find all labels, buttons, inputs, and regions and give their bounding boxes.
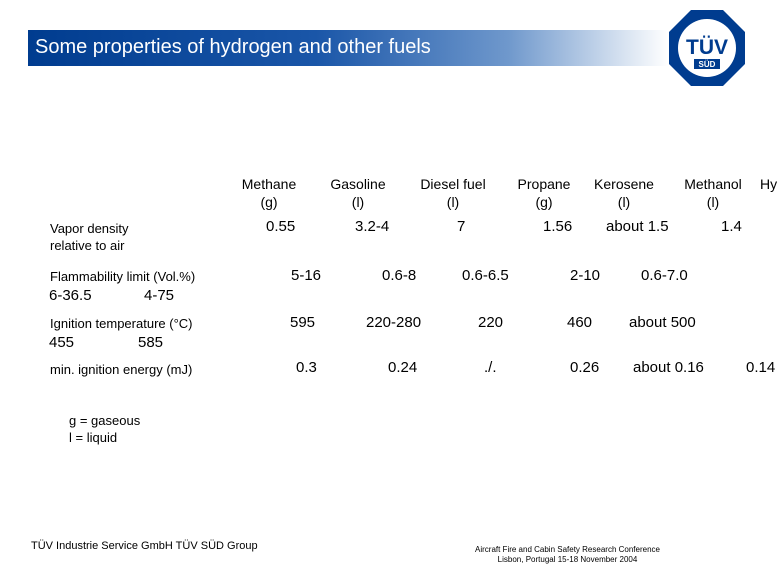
cell-ignition-temp-methane: 595: [290, 314, 316, 331]
tuv-sud-logo: [667, 8, 747, 88]
col-header-name: Kerosene: [594, 176, 654, 192]
cell-ignition-temp-kerosene: about 500: [629, 314, 696, 331]
logo-subtext: SÜD: [698, 60, 716, 69]
col-header-name: Hy: [760, 176, 778, 192]
col-header-state: (l): [617, 194, 631, 210]
cell-ignition-energy-propane: 0.26: [570, 359, 600, 376]
row-label-line: Vapor density: [50, 221, 129, 236]
footer-conference-name: Aircraft Fire and Cabin Safety Research Conference: [475, 545, 660, 554]
row-label-ignition-temperature: Ignition temperature (°C): [50, 316, 193, 331]
col-header-name: Methanol: [684, 176, 742, 192]
row-label-flammability: Flammability limit (Vol.%): [50, 269, 196, 284]
cell-vapor-methane: 0.55: [266, 218, 296, 235]
col-header-gasoline: [325, 175, 391, 211]
row-label-vapor-density: [50, 220, 129, 254]
cell-flammability-diesel: 0.6-6.5: [462, 267, 509, 284]
col-header-name: Diesel fuel: [420, 176, 486, 192]
col-header-state: (l): [446, 194, 460, 210]
legend-liquid: l = liquid: [69, 430, 118, 445]
footer-conference: [440, 545, 695, 565]
cell-ignition-temp-propane: 460: [567, 314, 593, 331]
cell-flammability-kerosene: 0.6-7.0: [641, 267, 688, 284]
cell-vapor-gasoline: 3.2-4: [355, 218, 390, 235]
cell-ignition-energy-gasoline: 0.24: [388, 359, 418, 376]
cell-ignition-temp-sub-2: 585: [138, 334, 164, 351]
col-header-name: Methane: [241, 176, 297, 192]
row-label-line: relative to air: [50, 238, 125, 253]
cell-flammability-propane: 2-10: [570, 267, 601, 284]
cell-flammability-gasoline: 0.6-8: [382, 267, 417, 284]
state-legend: [69, 412, 140, 446]
col-header-propane: [510, 175, 578, 211]
footer-conference-place: Lisbon, Portugal 15-18 November 2004: [497, 555, 638, 564]
col-header-methane: [237, 175, 301, 211]
cell-vapor-methanol: 1.4: [721, 218, 742, 235]
legend-gaseous: g = gaseous: [69, 413, 141, 428]
cell-flammability-sub-2: 4-75: [144, 287, 175, 304]
cell-ignition-energy-diesel: ./.: [484, 359, 497, 376]
cell-ignition-energy-methane: 0.3: [296, 359, 317, 376]
title-banner: [28, 30, 668, 66]
cell-ignition-energy-methanol: 0.14: [746, 359, 776, 376]
col-header-name: Gasoline: [330, 176, 386, 192]
cell-ignition-temp-diesel: 220: [478, 314, 504, 331]
cell-ignition-temp-gasoline: 220-280: [366, 314, 422, 331]
cell-vapor-kerosene: about 1.5: [606, 218, 669, 235]
footer-company: TÜV Industrie Service GmbH TÜV SÜD Group: [31, 540, 258, 552]
cell-vapor-propane: 1.56: [543, 218, 573, 235]
col-header-hydrogen: [760, 175, 780, 193]
col-header-state: (l): [351, 194, 365, 210]
slide-title: Some properties of hydrogen and other fuels: [35, 36, 431, 58]
col-header-name: Propane: [517, 176, 571, 192]
logo-text: TÜV: [686, 36, 728, 59]
cell-vapor-diesel: 7: [457, 218, 466, 235]
cell-flammability-sub-1: 6-36.5: [49, 287, 92, 304]
cell-ignition-energy-kerosene: about 0.16: [633, 359, 704, 376]
col-header-state: (g): [535, 194, 553, 210]
col-header-methanol: [675, 175, 751, 211]
col-header-kerosene: [587, 175, 661, 211]
cell-flammability-methane: 5-16: [291, 267, 322, 284]
col-header-state: (g): [260, 194, 278, 210]
col-header-diesel: [413, 175, 493, 211]
cell-ignition-temp-sub-1: 455: [49, 334, 75, 351]
col-header-state: (l): [706, 194, 720, 210]
row-label-ignition-energy: min. ignition energy (mJ): [50, 362, 193, 377]
